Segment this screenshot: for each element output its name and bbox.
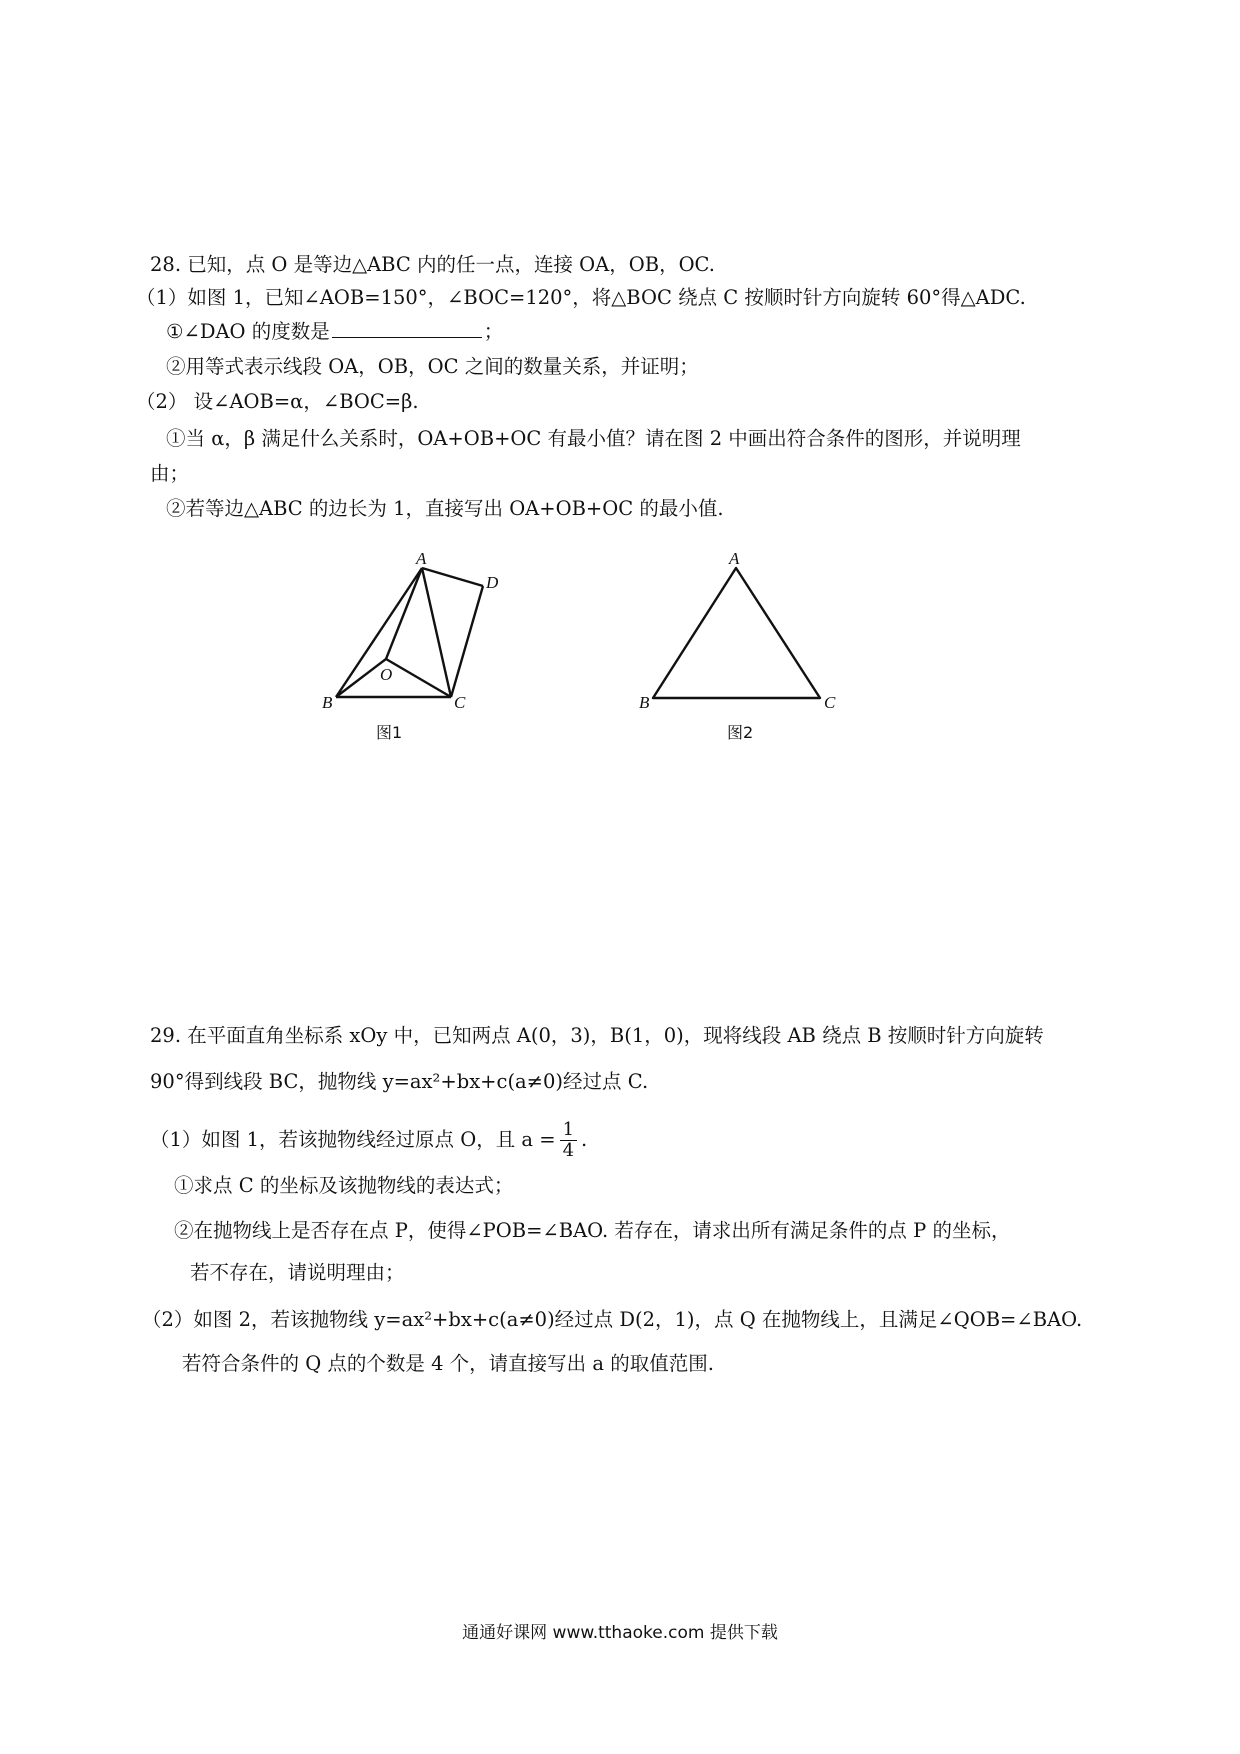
q28-part2-i: ①当 α，β 满足什么关系时，OA+OB+OC 有最小值？请在图 2 中画出符合条件的图形，并说明理 <box>166 427 1021 450</box>
q28-part1-i <box>166 318 503 346</box>
q29-part1-ii: ②在抛物线上是否存在点 P，使得∠POB=∠BAO. 若存在，请求出所有满足条件的点 P 的坐标， <box>174 1219 1011 1242</box>
segment-AB <box>336 568 422 697</box>
fraction <box>560 1120 577 1161</box>
q29-stem: 29. 在平面直角坐标系 xOy 中，已知两点 A(0，3)，B(1，0)，现将线段 AB 绕点 B 按顺时针方向旋转 <box>150 1024 1044 1047</box>
triangle-ABC <box>653 568 820 698</box>
q29-part1-text: （1）如图 1，若该抛物线经过原点 O，且 a = <box>150 1128 556 1151</box>
label-C: C <box>454 693 466 712</box>
label-B: B <box>639 693 650 712</box>
label-D: D <box>486 573 499 592</box>
answer-blank <box>332 319 482 338</box>
segment-AC <box>422 568 451 697</box>
fraction-numerator: 1 <box>560 1120 577 1141</box>
q29-stem-cont: 90°得到线段 BC，抛物线 y=ax²+bx+c(a≠0)经过点 C. <box>150 1070 649 1093</box>
q28-part2-i-cont: 由； <box>150 462 190 485</box>
q28-stem: 28. 已知，点 O 是等边△ABC 内的任一点，连接 OA，OB，OC. <box>150 253 715 276</box>
q29-part2: （2）如图 2，若该抛物线 y=ax²+bx+c(a≠0)经过点 D(2，1)，点 Q 在抛物线上，且满足∠QOB=∠BAO. <box>142 1308 1083 1331</box>
label-B: B <box>322 693 333 712</box>
segment-DC <box>451 586 483 697</box>
figure-1 <box>300 548 540 762</box>
fraction-denominator: 4 <box>562 1140 575 1161</box>
figure-2-caption: 图2 <box>727 723 754 742</box>
q29-part1-ii-cont: 若不存在，请说明理由； <box>190 1261 405 1284</box>
label-A: A <box>729 549 740 568</box>
q29-part1-i: ①求点 C 的坐标及该抛物线的表达式； <box>174 1174 514 1197</box>
q29-part1 <box>150 1120 587 1161</box>
segment-AD <box>422 568 483 586</box>
figure-2-diagram <box>625 548 845 758</box>
figure-2 <box>625 548 845 762</box>
q28-part1-ii: ②用等式表示线段 OA，OB，OC 之间的数量关系，并证明； <box>166 355 699 378</box>
segment-OC <box>386 659 451 697</box>
q29-part2-cont: 若符合条件的 Q 点的个数是 4 个，请直接写出 a 的取值范围. <box>182 1352 714 1375</box>
q29-part1-end: . <box>581 1128 588 1151</box>
label-O: O <box>380 665 393 684</box>
figure-1-caption: 图1 <box>376 723 403 742</box>
footer-source: 通通好课网 www.tthaoke.com 提供下载 <box>462 1623 778 1643</box>
segment-OB <box>336 659 386 697</box>
label-A: A <box>416 549 427 568</box>
q28-part1: （1）如图 1，已知∠AOB=150°，∠BOC=120°，将△BOC 绕点 C 按顺时针方向旋转 60°得△ADC. <box>136 286 1026 309</box>
q28-part2-ii: ②若等边△ABC 的边长为 1，直接写出 OA+OB+OC 的最小值. <box>166 497 724 520</box>
q28-part1-i-text: ①∠DAO 的度数是 <box>166 320 330 343</box>
q28-part1-i-end: ； <box>483 320 504 343</box>
figure-1-diagram <box>300 548 540 758</box>
label-C: C <box>824 693 836 712</box>
q28-part2: （2） 设∠AOB=α，∠BOC=β. <box>136 390 419 413</box>
